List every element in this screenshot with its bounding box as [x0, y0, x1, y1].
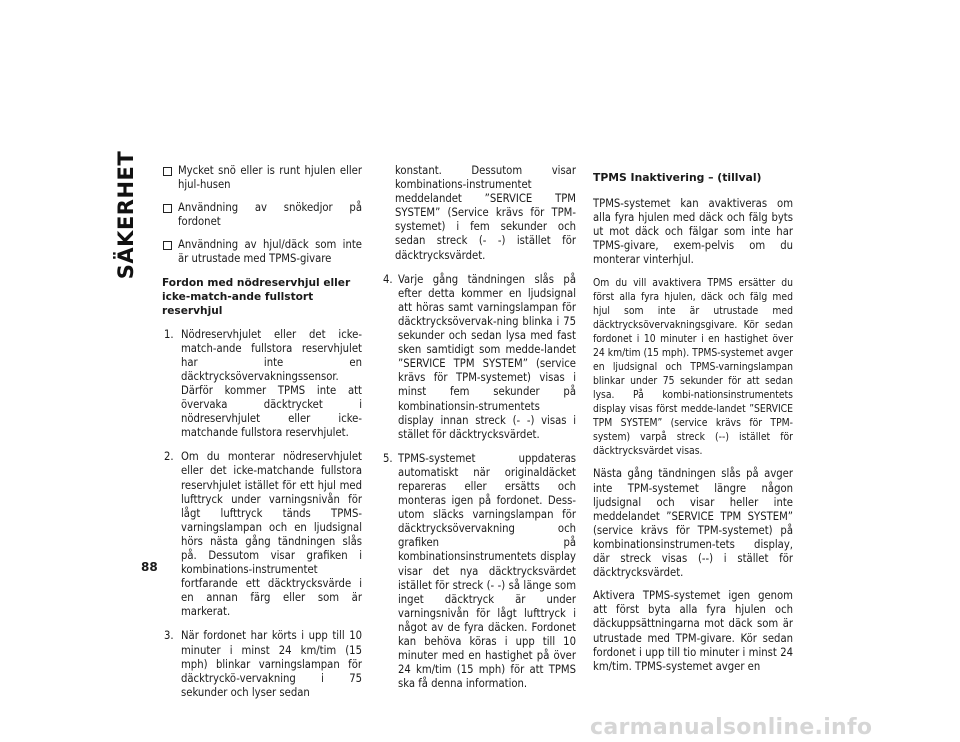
- bullet-item: [162, 164, 362, 192]
- numbered-item: [162, 629, 362, 699]
- item-text: TPMS-systemet uppdateras automatiskt när originaldäcket repareras eller ersätts och monteras igen på fordonet. Dess-utom släcks varningslampan för däcktrycksövervakning och grafiken på kombinationsinstrumentets display visar det nya däcktrycksvärdet istället för streck (- -) så länge som inget däcktryck är under varningsnivån för lågt lufttryck i något av de fyra däcken. Fordonet kan behöva köras i upp till 10 minuter med en hastighet på över 24 km/tim (15 mph) för att TPMS ska få denna information.: [398, 451, 576, 691]
- checkbox-square-icon: [163, 167, 172, 176]
- numbered-item: [162, 328, 362, 441]
- item-text: Om du monterar nödreservhjulet eller det icke-matchande fullstora reservhjulet istället för ett hjul med lufttryck under varningsnivån för lågt lufttryck tänds TPMS-varningslampan och en ljudsignal hörs nästa gång tändningen slås på. Dessutom visar grafiken i kombinations-instrumentet fortfarande ett däcktrycksvärde i en annan färg eller som är markerat.: [181, 450, 362, 619]
- section-tab: [96, 150, 156, 280]
- paragraph: Om du vill avaktivera TPMS ersätter du först alla fyra hjulen, däck och fälg med hjul som inte är utrustade med däcktrycksövervakningsgivare. Kör sedan fordonet i 10 minuter i en hastighet över 24 km/tim (15 mph). TPMS-systemet avger en ljudsignal och TPMS-varningslampan blinkar under 75 sekunder för att sedan lysa. På kombi-nationsinstrumentets display visas först medde-landet ”SERVICE TPM SYSTEM” (service krävs för TPM-system) varpå streck (--) istället för däcktrycksvärdet visas.: [593, 277, 793, 458]
- section-heading: Fordon med nödreservhjul eller icke-match-ande fullstort reservhjul: [162, 276, 351, 317]
- paragraph: TPMS-systemet kan avaktiveras om alla fyra hjulen med däck och fälg byts ut mot däck och fälgar som inte har TPMS-givare, exem-pelvis om du monterar vinterhjul.: [593, 197, 793, 267]
- column-1: [162, 164, 362, 710]
- item-text: Nödreservhjulet eller det icke-match-ande fullstora reservhjulet har inte en däcktrycksövervakningssensor. Därför kommer TPMS inte att övervaka däcktrycket i nödreservhjulet eller icke-matchande fullstora reservhjulet.: [181, 327, 362, 440]
- item-number: 3.: [164, 629, 174, 643]
- numbered-item: [383, 452, 576, 692]
- paragraph: Aktivera TPMS-systemet igen genom att först byta alla fyra hjulen och däckuppsättningarna mot däck som är utrustade med TPM-givare. Kör sedan fordonet i upp till tio minuter i minst 24 km/tim. TPMS-systemet avger en: [593, 589, 793, 673]
- checkbox-square-icon: [163, 241, 172, 250]
- column-2: [383, 164, 576, 701]
- bullet-text: Användning av hjul/däck som inte är utrustade med TPMS-givare: [178, 238, 362, 266]
- bullet-text: Mycket snö eller is runt hjulen eller hjul-husen: [178, 164, 362, 192]
- continued-text: konstant. Dessutom visar kombinations-instrumentet meddelandet ”SERVICE TPM SYSTEM” (Service krävs för TPM-systemet) i fem sekunder och sedan streck (- -) istället för däcktrycksvärdet.: [395, 164, 576, 262]
- checkbox-square-icon: [163, 204, 172, 213]
- watermark: carmanualsonline.info: [590, 715, 873, 740]
- item-number: 5.: [383, 451, 393, 465]
- bullet-item: [162, 201, 362, 229]
- bullet-text: Användning av snökedjor på fordonet: [178, 201, 362, 229]
- item-number: 1.: [164, 327, 174, 341]
- numbered-item: [162, 450, 362, 619]
- column-3: [593, 164, 793, 683]
- item-text: När fordonet har körts i upp till 10 minuter i minst 24 km/tim (15 mph) blinkar varningslampan för däcktryckö-vervakning i 75 sekunder och lyser sedan: [181, 629, 362, 699]
- bullet-item: [162, 238, 362, 266]
- numbered-item: [383, 273, 576, 442]
- page-number: 88: [141, 560, 158, 574]
- item-text: Varje gång tändningen slås på efter detta kommer en ljudsignal att höras samt varningslampan för däcktrycksövervak-ning blinka i 75 sekunder och sedan lysa med fast sken samtidigt som medde-landet ”SERVICE TPM SYSTEM” (service krävs för TPM-systemet) visas i minst fem sekunder på kombinationsin-strumentets display innan streck (- -) visas i stället för däcktrycksvärdet.: [398, 272, 576, 441]
- section-label: SÄKERHET: [114, 150, 139, 280]
- item-number: 2.: [164, 450, 174, 464]
- item-number: 4.: [383, 272, 393, 286]
- paragraph: Nästa gång tändningen slås på avger inte TPM-systemet längre någon ljudsignal och visar heller inte meddelandet ”SERVICE TPM SYSTEM” (service krävs för TPM-systemet) på kombinationsinstrumen-tets display, där streck visas (--) i stället för däcktrycksvärdet.: [593, 467, 793, 580]
- section-heading: TPMS Inaktivering – (tillval): [593, 171, 762, 184]
